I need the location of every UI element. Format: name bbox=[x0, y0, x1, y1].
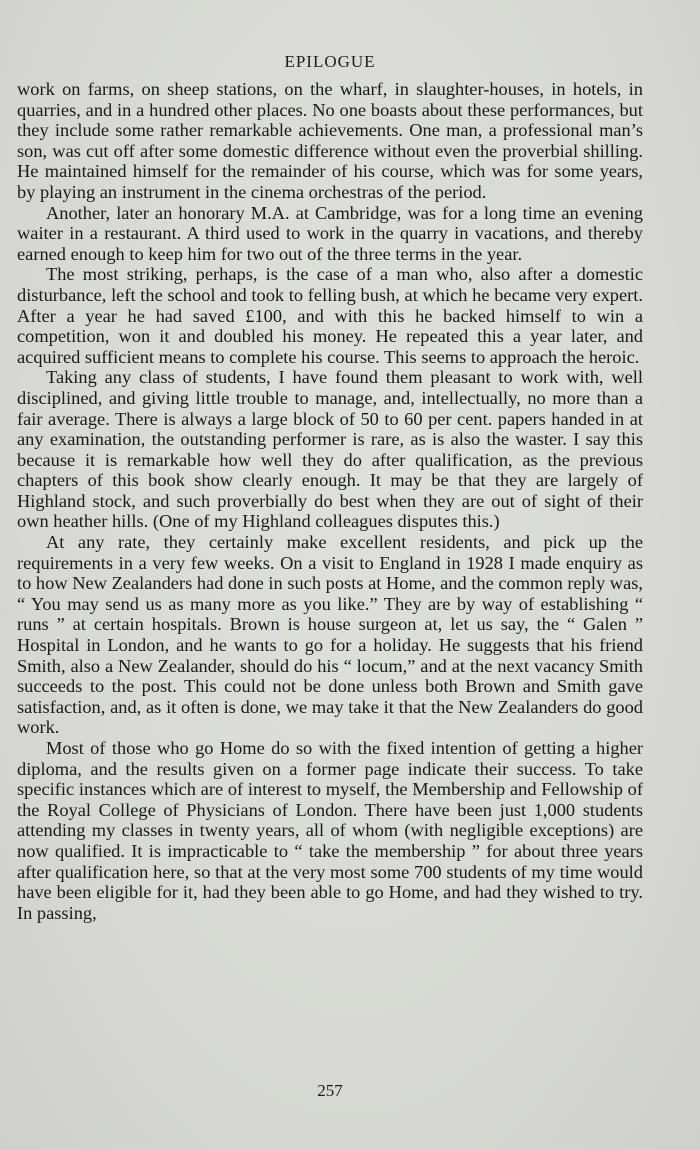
paragraph: work on farms, on sheep stations, on the wharf, in slaughter-houses, in hotels, in quarries, and in a hundred other places. No one boasts about these performances, but they include some rather remarkable achievements. One man, a professional man’s son, was cut off after some domestic difference without even the proverbial shilling. He maintained himself for the remainder of his course, which was for some years, by playing an instrument in the cinema orchestras of the period. bbox=[17, 79, 643, 202]
paragraph: The most striking, perhaps, is the case of a man who, also after a domestic disturbance, left the school and took to felling bush, at which he became very expert. After a year he had saved £100, and with this he backed himself to win a competition, won it and doubled his money. He repeated this a year later, and acquired sufficient means to complete his course. This seems to approach the heroic. bbox=[17, 264, 643, 367]
paragraph: Taking any class of students, I have found them pleasant to work with, well disciplined, and giving little trouble to manage, and, intellectually, no more than a fair average. There is always a large block of 50 to 60 per cent. papers handed in at any examination, the outstanding performer is rare, as is also the waster. I say this because it is remarkable how well they do after qualification, as the previous chapters of this book show clearly enough. It may be that they are largely of Highland stock, and such proverbially do best when they are out of sight of their own heather hills. (One of my Highland colleagues disputes this.) bbox=[17, 367, 643, 532]
running-head: EPILOGUE bbox=[284, 52, 376, 71]
paragraph: Another, later an honorary M.A. at Cambridge, was for a long time an evening waiter in a restaurant. A third used to work in the quarry in vacations, and thereby earned enough to keep him for two out of the three terms in the year. bbox=[17, 202, 643, 264]
page-number: 257 bbox=[317, 1081, 343, 1100]
paragraph: At any rate, they certainly make excellent residents, and pick up the requirements in a very few weeks. On a visit to England in 1928 I made enquiry as to how New Zealanders had done in such posts at Home, and the common reply was, “ You may send us as many more as you like.” They are by way of establishing “ runs ” at certain hospitals. Brown is house surgeon at, let us say, the “ Galen ” Hospital in London, and he wants to go for a holiday. He suggests that his friend Smith, also a New Zealander, should do his “ locum,” and at the next vacancy Smith succeeds to the post. This could not be done unless both Brown and Smith gave satisfaction, and, as it often is done, we may take it that the New Zealanders do good work. bbox=[17, 532, 643, 738]
paragraph: Most of those who go Home do so with the fixed intention of getting a higher diploma, and the results given on a former page indicate their success. To take specific instances which are of interest to myself, the Membership and Fellowship of the Royal College of Physicians of London. There have been just 1,000 students attending my classes in twenty years, all of whom (with negligible exceptions) are now qualified. It is impracticable to “ take the membership ” for about three years after qualification here, so that at the very most some 700 students of my time would have been eligible for it, had they been able to go Home, and had they wished to try. In passing, bbox=[17, 738, 643, 923]
body-text bbox=[17, 79, 643, 923]
